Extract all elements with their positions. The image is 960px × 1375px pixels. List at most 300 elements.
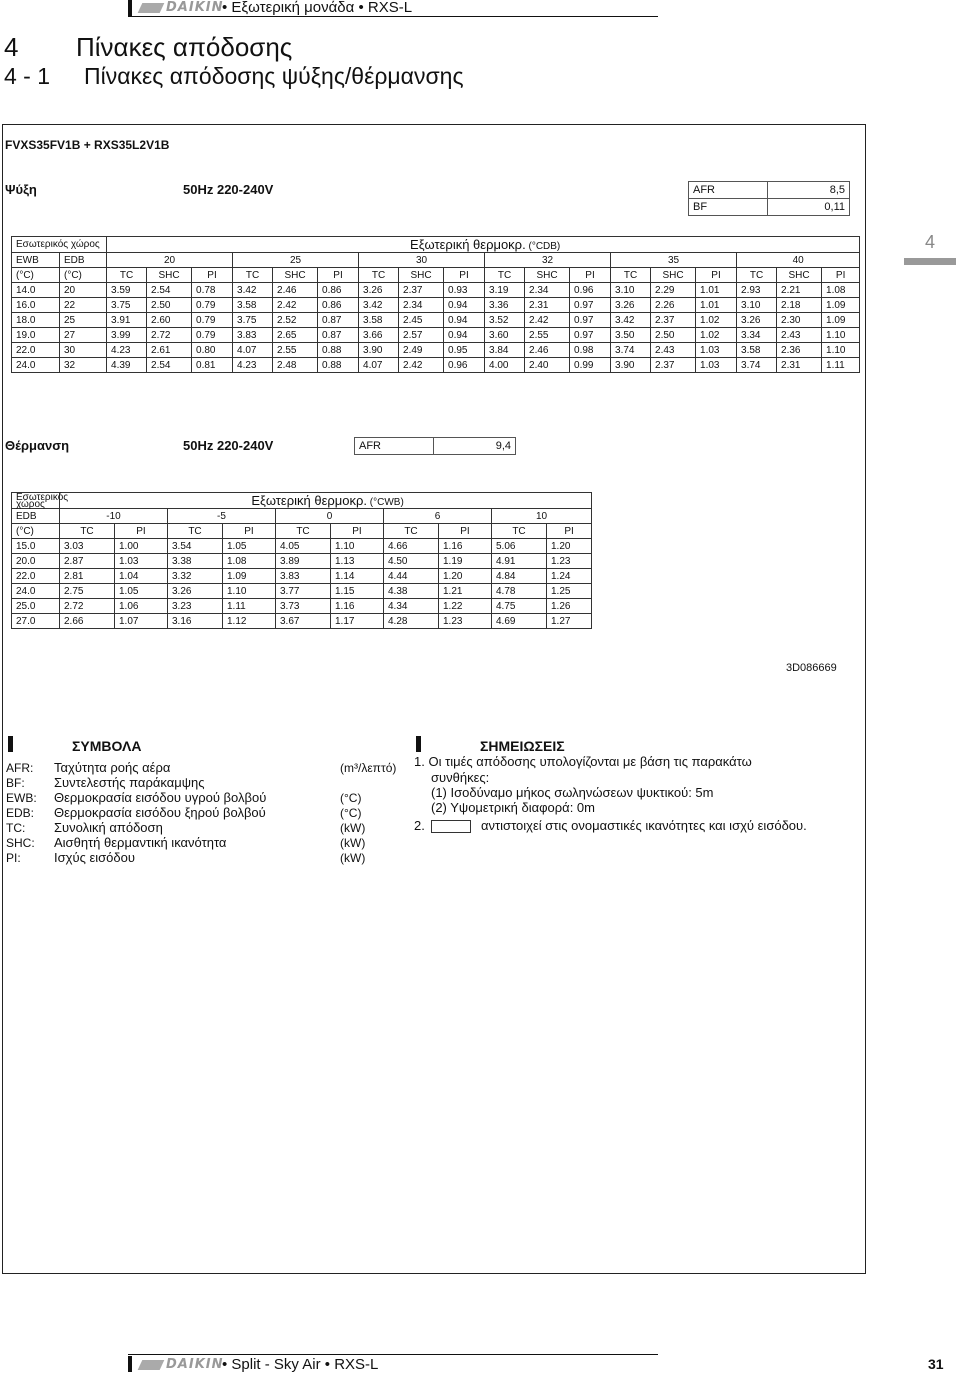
table-cell: 3.90 (611, 358, 651, 373)
symbol-unit: (kW) (340, 836, 366, 850)
symbols-bar (8, 736, 13, 752)
heating-sub-header: PI (223, 524, 276, 539)
table-cell: 1.05 (223, 539, 276, 554)
heating-sub-header: TC (492, 524, 547, 539)
heating-edb-header: EDB (12, 509, 60, 524)
table-cell: 2.48 (273, 358, 318, 373)
table-cell: 1.11 (223, 599, 276, 614)
table-cell: 4.91 (492, 554, 547, 569)
heating-sub-header: PI (439, 524, 492, 539)
table-cell: 0.96 (444, 358, 485, 373)
table-cell: 1.06 (115, 599, 168, 614)
edb-unit: (°C) (60, 268, 107, 283)
table-cell: 0.79 (192, 313, 233, 328)
table-cell: 2.57 (399, 328, 444, 343)
table-cell: 5.06 (492, 539, 547, 554)
table-cell: 3.89 (276, 554, 331, 569)
table-cell: 32 (60, 358, 107, 373)
heating-sub-header: PI (331, 524, 384, 539)
table-row (12, 343, 860, 358)
table-cell: 0.88 (318, 343, 359, 358)
cooling-temp-header: 30 (359, 253, 485, 268)
symbol-unit: (°C) (340, 791, 362, 805)
table-cell: 2.60 (147, 313, 192, 328)
symbol-key: SHC: (6, 836, 35, 850)
heating-sub-header: TC (384, 524, 439, 539)
table-cell: 3.99 (107, 328, 147, 343)
table-cell: 1.09 (822, 298, 860, 313)
heating-afr-value: 9,4 (434, 438, 516, 455)
symbol-unit: (kW) (340, 851, 366, 865)
table-cell: 3.19 (485, 283, 525, 298)
table-cell: 3.42 (233, 283, 273, 298)
table-cell: 0.99 (570, 358, 611, 373)
cooling-temp-header: 40 (737, 253, 860, 268)
cooling-sub-header: PI (444, 268, 485, 283)
table-cell: 25 (60, 313, 107, 328)
table-cell: 0.78 (192, 283, 233, 298)
table-cell: 1.03 (696, 343, 737, 358)
table-row (12, 313, 860, 328)
table-cell: 4.44 (384, 569, 439, 584)
table-cell: 2.46 (525, 343, 570, 358)
table-cell: 2.55 (525, 328, 570, 343)
cooling-sub-header: TC (233, 268, 273, 283)
table-cell: 0.97 (570, 298, 611, 313)
table-cell: 3.58 (737, 343, 777, 358)
table-cell: 1.23 (439, 614, 492, 629)
table-cell: 1.23 (547, 554, 592, 569)
table-cell: 18.0 (12, 313, 60, 328)
outdoor-temp-title: Εξωτερική θερμοκρ. (°CDB) (107, 237, 860, 253)
table-cell: 3.26 (359, 283, 399, 298)
symbol-item (6, 850, 135, 865)
table-cell: 1.00 (115, 539, 168, 554)
heating-temp-header: 6 (384, 509, 492, 524)
table-cell: 3.23 (168, 599, 223, 614)
table-cell: 0.81 (192, 358, 233, 373)
table-cell: 2.66 (60, 614, 115, 629)
bf-value: 0,11 (768, 199, 850, 216)
side-tab-number: 4 (925, 232, 936, 252)
footer-bar (128, 1356, 132, 1372)
table-cell: 3.32 (168, 569, 223, 584)
table-cell: 2.42 (525, 313, 570, 328)
table-cell: 4.34 (384, 599, 439, 614)
heating-power: 50Hz 220-240V (183, 438, 274, 453)
symbol-desc: Ισχύς εισόδου (54, 850, 135, 865)
table-cell: 1.10 (822, 343, 860, 358)
table-cell: 3.60 (485, 328, 525, 343)
note-1: 1. Οι τιμές απόδοσης υπολογίζονται με βάση τις παρακάτω (414, 754, 752, 769)
header-text: • Εξωτερική μονάδα • RXS-L (222, 0, 413, 16)
table-cell: 2.29 (651, 283, 696, 298)
table-cell: 2.54 (147, 283, 192, 298)
table-cell: 20 (60, 283, 107, 298)
note-2-number: 2. (414, 818, 425, 833)
table-cell: 1.07 (115, 614, 168, 629)
table-cell: 0.94 (444, 298, 485, 313)
table-cell: 2.30 (777, 313, 822, 328)
table-cell: 4.07 (233, 343, 273, 358)
table-cell: 1.02 (696, 328, 737, 343)
table-cell: 3.59 (107, 283, 147, 298)
cooling-sub-header: SHC (399, 268, 444, 283)
table-cell: 1.15 (331, 584, 384, 599)
table-cell: 2.72 (147, 328, 192, 343)
table-cell: 3.75 (233, 313, 273, 328)
table-cell: 0.87 (318, 328, 359, 343)
table-cell: 2.72 (60, 599, 115, 614)
heating-sub-header: TC (60, 524, 115, 539)
table-cell: 3.52 (485, 313, 525, 328)
table-cell: 2.34 (525, 283, 570, 298)
table-row (12, 554, 592, 569)
table-cell: 22.0 (12, 343, 60, 358)
table-cell: 2.61 (147, 343, 192, 358)
table-cell: 20.0 (12, 554, 60, 569)
table-cell: 2.45 (399, 313, 444, 328)
table-cell: 24.0 (12, 358, 60, 373)
table-row (12, 569, 592, 584)
heating-label: Θέρμανση (5, 438, 70, 453)
symbol-desc: Συνολική απόδοση (54, 820, 163, 835)
table-cell: 3.26 (611, 298, 651, 313)
symbol-item (6, 790, 266, 805)
table-cell: 3.10 (611, 283, 651, 298)
indoor-caption: Εσωτερικός χώρος (12, 237, 107, 253)
table-cell: 3.16 (168, 614, 223, 629)
table-cell: 16.0 (12, 298, 60, 313)
cooling-temp-header: 32 (485, 253, 611, 268)
table-cell: 3.77 (276, 584, 331, 599)
table-cell: 4.23 (107, 343, 147, 358)
heating-temp-header: -10 (60, 509, 168, 524)
table-cell: 3.10 (737, 298, 777, 313)
header-bar (128, 0, 132, 16)
symbol-key: BF: (6, 776, 25, 790)
heating-outdoor-temp-title: Εξωτερική θερμοκρ. (°CWB) (60, 493, 592, 509)
daikin-logo: DAIKIN (140, 0, 223, 15)
table-cell: 2.34 (399, 298, 444, 313)
table-row (12, 599, 592, 614)
heating-sub-header: PI (547, 524, 592, 539)
table-cell: 2.93 (737, 283, 777, 298)
table-cell: 0.94 (444, 313, 485, 328)
table-cell: 1.20 (439, 569, 492, 584)
note-1-cont: συνθήκες: (431, 770, 490, 785)
table-cell: 1.19 (439, 554, 492, 569)
table-cell: 14.0 (12, 283, 60, 298)
table-cell: 2.50 (651, 328, 696, 343)
table-row (12, 328, 860, 343)
table-cell: 1.21 (439, 584, 492, 599)
table-cell: 2.81 (60, 569, 115, 584)
table-cell: 3.73 (276, 599, 331, 614)
table-row (12, 358, 860, 373)
table-cell: 2.18 (777, 298, 822, 313)
table-cell: 4.66 (384, 539, 439, 554)
note-1-condition-2: (2) Υψομετρική διαφορά: 0m (431, 800, 595, 815)
table-cell: 1.11 (822, 358, 860, 373)
symbol-key: PI: (6, 851, 21, 865)
heating-table (11, 492, 592, 629)
table-cell: 0.98 (570, 343, 611, 358)
table-cell: 2.55 (273, 343, 318, 358)
table-cell: 3.38 (168, 554, 223, 569)
table-cell: 1.01 (696, 283, 737, 298)
table-cell: 3.26 (168, 584, 223, 599)
table-cell: 1.14 (331, 569, 384, 584)
table-cell: 2.65 (273, 328, 318, 343)
table-cell: 4.23 (233, 358, 273, 373)
symbol-unit: (°C) (340, 806, 362, 820)
cooling-temp-header: 35 (611, 253, 737, 268)
cooling-temp-header: 20 (107, 253, 233, 268)
table-cell: 2.40 (525, 358, 570, 373)
cooling-sub-header: TC (611, 268, 651, 283)
table-cell: 1.12 (223, 614, 276, 629)
table-cell: 4.69 (492, 614, 547, 629)
table-cell: 2.42 (273, 298, 318, 313)
table-cell: 3.54 (168, 539, 223, 554)
table-cell: 0.93 (444, 283, 485, 298)
table-cell: 1.17 (331, 614, 384, 629)
table-cell: 2.87 (60, 554, 115, 569)
symbol-unit: (kW) (340, 821, 366, 835)
cooling-sub-header: TC (359, 268, 399, 283)
table-cell: 2.54 (147, 358, 192, 373)
table-cell: 30 (60, 343, 107, 358)
table-cell: 1.25 (547, 584, 592, 599)
table-cell: 3.66 (359, 328, 399, 343)
table-cell: 2.75 (60, 584, 115, 599)
table-cell: 1.27 (547, 614, 592, 629)
note-2-box (431, 820, 471, 833)
document-id: 3D086669 (786, 662, 837, 674)
table-cell: 27 (60, 328, 107, 343)
model-name: FVXS35FV1B + RXS35L2V1B (5, 138, 170, 152)
table-cell: 1.04 (115, 569, 168, 584)
table-cell: 1.10 (331, 539, 384, 554)
cooling-sub-header: PI (570, 268, 611, 283)
cooling-sub-header: SHC (525, 268, 570, 283)
heating-temp-header: -5 (168, 509, 276, 524)
table-cell: 22 (60, 298, 107, 313)
table-row (12, 584, 592, 599)
cooling-sub-header: PI (192, 268, 233, 283)
symbol-desc: Θερμοκρασία εισόδου ξηρού βολβού (54, 805, 266, 820)
table-cell: 2.50 (147, 298, 192, 313)
table-cell: 1.16 (331, 599, 384, 614)
symbol-key: TC: (6, 821, 26, 835)
cooling-sub-header: PI (696, 268, 737, 283)
table-cell: 2.37 (651, 313, 696, 328)
table-cell: 0.79 (192, 328, 233, 343)
heating-edb-unit: (°C) (12, 524, 60, 539)
table-cell: 4.84 (492, 569, 547, 584)
table-cell: 0.94 (444, 328, 485, 343)
table-cell: 1.09 (223, 569, 276, 584)
table-cell: 3.58 (359, 313, 399, 328)
table-cell: 4.38 (384, 584, 439, 599)
table-cell: 4.50 (384, 554, 439, 569)
table-cell: 3.42 (611, 313, 651, 328)
table-cell: 1.10 (822, 328, 860, 343)
cooling-sub-header: SHC (777, 268, 822, 283)
cooling-table (11, 236, 860, 373)
table-cell: 2.43 (651, 343, 696, 358)
table-cell: 0.79 (192, 298, 233, 313)
table-cell: 4.39 (107, 358, 147, 373)
cooling-power: 50Hz 220-240V (183, 182, 274, 197)
table-cell: 3.50 (611, 328, 651, 343)
heating-afr-box (354, 437, 516, 455)
table-cell: 1.08 (822, 283, 860, 298)
table-cell: 0.97 (570, 328, 611, 343)
table-cell: 3.74 (611, 343, 651, 358)
table-cell: 1.01 (696, 298, 737, 313)
table-cell: 0.95 (444, 343, 485, 358)
symbol-key: EDB: (6, 806, 35, 820)
table-cell: 1.26 (547, 599, 592, 614)
cooling-sub-header: TC (107, 268, 147, 283)
table-cell: 27.0 (12, 614, 60, 629)
table-row (12, 539, 592, 554)
footer-rule (128, 1354, 658, 1355)
table-cell: 4.78 (492, 584, 547, 599)
table-cell: 1.13 (331, 554, 384, 569)
table-cell: 2.43 (777, 328, 822, 343)
table-cell: 2.42 (399, 358, 444, 373)
symbol-key: EWB: (6, 791, 37, 805)
table-cell: 2.46 (273, 283, 318, 298)
table-row (12, 614, 592, 629)
footer-daikin-logo: DAIKIN (140, 1357, 223, 1372)
symbol-item (6, 835, 226, 850)
notes-bar (416, 736, 421, 752)
table-cell: 3.42 (359, 298, 399, 313)
symbol-desc: Ταχύτητα ροής αέρα (54, 760, 171, 775)
table-cell: 15.0 (12, 539, 60, 554)
cooling-sub-header: TC (485, 268, 525, 283)
table-cell: 3.83 (276, 569, 331, 584)
cooling-sub-header: TC (737, 268, 777, 283)
table-cell: 25.0 (12, 599, 60, 614)
heating-afr-label: AFR (355, 438, 434, 455)
table-cell: 1.05 (115, 584, 168, 599)
table-cell: 3.58 (233, 298, 273, 313)
table-cell: 4.05 (276, 539, 331, 554)
table-row (12, 283, 860, 298)
symbol-unit: (m³/λεπτό) (340, 761, 397, 775)
cooling-sub-header: SHC (651, 268, 696, 283)
table-cell: 3.36 (485, 298, 525, 313)
chapter-title: 4 Πίνακες απόδοσης (4, 32, 293, 62)
symbol-desc: Θερμοκρασία εισόδου υγρού βολβού (54, 790, 267, 805)
symbol-item (6, 760, 170, 775)
table-cell: 2.21 (777, 283, 822, 298)
table-cell: 0.86 (318, 283, 359, 298)
bf-label: BF (689, 199, 768, 216)
table-cell: 4.00 (485, 358, 525, 373)
table-cell: 1.09 (822, 313, 860, 328)
cooling-sub-header: SHC (147, 268, 192, 283)
table-cell: 0.86 (318, 298, 359, 313)
cooling-sub-header: PI (822, 268, 860, 283)
table-cell: 2.37 (651, 358, 696, 373)
cooling-sub-header: PI (318, 268, 359, 283)
table-cell: 3.75 (107, 298, 147, 313)
table-cell: 2.31 (777, 358, 822, 373)
edb-header: EDB (60, 253, 107, 268)
table-cell: 22.0 (12, 569, 60, 584)
heating-sub-header: TC (276, 524, 331, 539)
symbol-desc: Αισθητή θερμαντική ικανότητα (54, 835, 227, 850)
table-cell: 1.10 (223, 584, 276, 599)
page-number: 31 (928, 1356, 944, 1372)
cooling-sub-header: SHC (273, 268, 318, 283)
table-cell: 0.96 (570, 283, 611, 298)
symbol-item (6, 805, 266, 820)
symbol-item (6, 820, 163, 835)
table-cell: 4.07 (359, 358, 399, 373)
table-cell: 1.03 (696, 358, 737, 373)
table-cell: 2.49 (399, 343, 444, 358)
table-cell: 2.26 (651, 298, 696, 313)
table-cell: 0.97 (570, 313, 611, 328)
table-cell: 1.22 (439, 599, 492, 614)
note-1-condition-1: (1) Ισοδύναμο μήκος σωληνώσεων ψυκτικού: 5m (431, 785, 714, 800)
table-cell: 2.37 (399, 283, 444, 298)
table-cell: 3.84 (485, 343, 525, 358)
afr-label: AFR (689, 182, 768, 199)
table-row (12, 298, 860, 313)
table-cell: 3.90 (359, 343, 399, 358)
ewb-unit: (°C) (12, 268, 60, 283)
table-cell: 2.36 (777, 343, 822, 358)
note-2: αντιστοιχεί στις ονομαστικές ικανότητες και ισχύ εισόδου. (481, 818, 807, 833)
table-cell: 24.0 (12, 584, 60, 599)
table-cell: 3.83 (233, 328, 273, 343)
heating-sub-header: TC (168, 524, 223, 539)
table-cell: 1.08 (223, 554, 276, 569)
table-cell: 0.88 (318, 358, 359, 373)
table-cell: 1.20 (547, 539, 592, 554)
symbols-title: ΣΥΜΒΟΛΑ (72, 738, 142, 754)
table-cell: 1.16 (439, 539, 492, 554)
heating-indoor-caption: Εσωτερικός χώρος (12, 493, 60, 509)
table-cell: 1.03 (115, 554, 168, 569)
table-cell: 3.26 (737, 313, 777, 328)
table-cell: 3.03 (60, 539, 115, 554)
table-cell: 4.75 (492, 599, 547, 614)
footer-text: • Split - Sky Air • RXS-L (222, 1356, 379, 1373)
ewb-header: EWB (12, 253, 60, 268)
header-rule (128, 16, 658, 17)
side-tab-bar (904, 258, 956, 265)
heating-temp-header: 0 (276, 509, 384, 524)
table-cell: 2.52 (273, 313, 318, 328)
symbol-desc: Συντελεστής παράκαμψης (54, 775, 205, 790)
table-cell: 0.80 (192, 343, 233, 358)
section-title: 4 - 1 Πίνακες απόδοσης ψύξης/θέρμανσης (4, 63, 464, 89)
notes-title: ΣΗΜΕΙΩΣΕΙΣ (480, 738, 565, 754)
table-cell: 1.02 (696, 313, 737, 328)
cooling-afr-bf-box (688, 181, 850, 216)
heating-temp-header: 10 (492, 509, 592, 524)
table-cell: 3.74 (737, 358, 777, 373)
